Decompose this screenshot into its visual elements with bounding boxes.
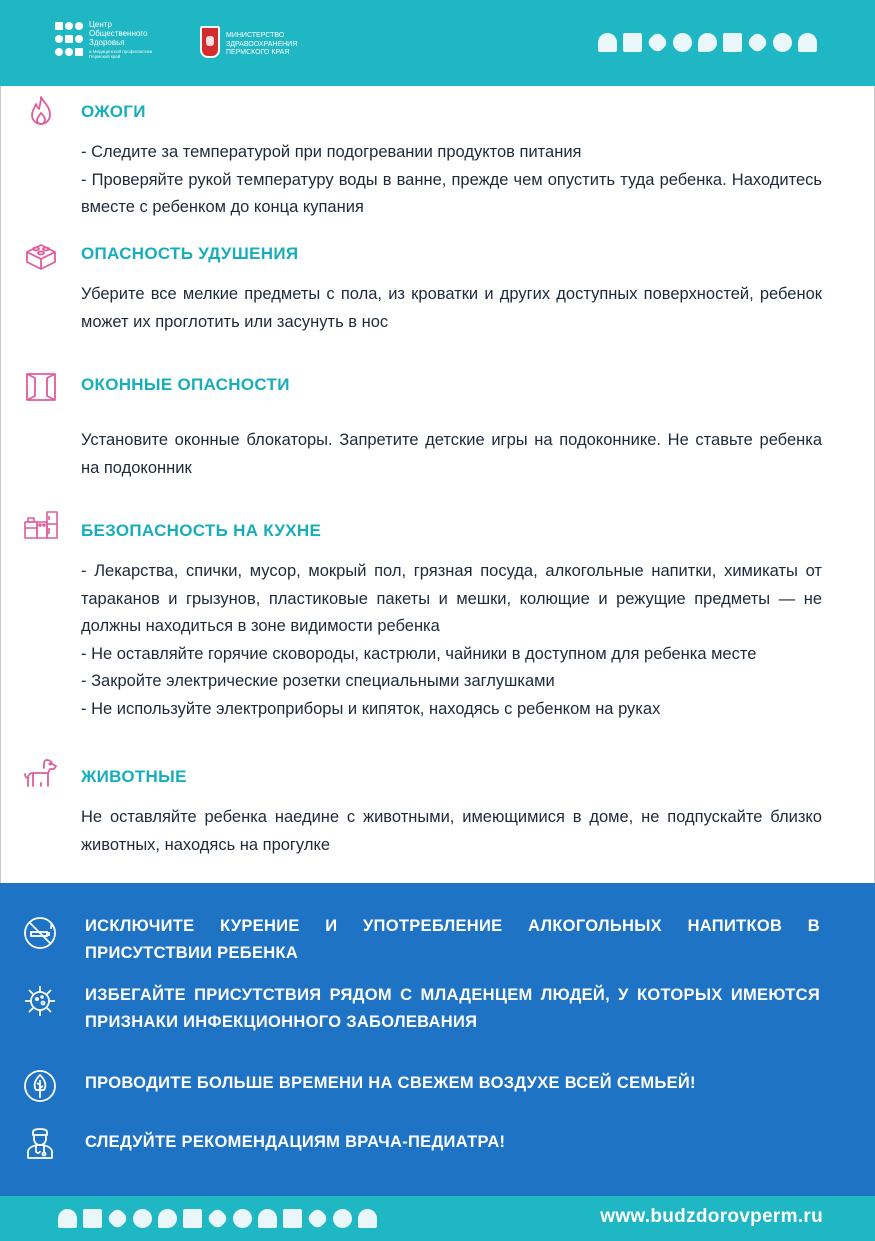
- shape-icon: [723, 33, 742, 52]
- org2-line: МИНИСТЕРСТВО: [226, 32, 285, 39]
- section-text-choking: [81, 281, 822, 336]
- shape-icon: [183, 1209, 202, 1228]
- header-band: [0, 0, 875, 86]
- shape-icon: [646, 31, 669, 54]
- virus-icon: [22, 983, 58, 1019]
- tip-avoid-infection: ИЗБЕГАЙТЕ ПРИСУТСТВИЯ РЯДОМ С МЛАДЕНЦЕМ ЛЮДЕЙ, У КОТОРЫХ ИМЕЮТСЯ ПРИЗНАКИ ИНФЕКЦИОННОГО ЗАБОЛЕВАНИЯ: [85, 986, 820, 1031]
- org1-line: Общественного: [89, 29, 148, 38]
- flame-icon: [23, 94, 59, 130]
- section-line: Установите оконные блокаторы. Запретите детские игры на подоконнике. Не ставьте ребенка на подоконник: [81, 431, 822, 477]
- window-icon: [23, 369, 59, 405]
- section-line: - Закройте электрические розетки специальными заглушками: [81, 672, 555, 690]
- shape-icon: [133, 1209, 152, 1228]
- website-link[interactable]: www.budzdorovperm.ru: [600, 1206, 823, 1227]
- shape-icon: [206, 1207, 229, 1230]
- shape-icon: [333, 1209, 352, 1228]
- lego-brick-icon: [23, 238, 59, 274]
- section-title-animals: ЖИВОТНЫЕ: [81, 767, 187, 786]
- tree-icon: [22, 1068, 58, 1104]
- tip-fresh-air: ПРОВОДИТЕ БОЛЬШЕ ВРЕМЕНИ НА СВЕЖЕМ ВОЗДУХЕ ВСЕЙ СЕМЬЕЙ!: [85, 1074, 696, 1092]
- decorative-shapes: [58, 1209, 377, 1228]
- footer-band: [0, 1196, 875, 1241]
- shape-icon: [623, 33, 642, 52]
- section-title-kitchen: БЕЗОПАСНОСТЬ НА КУХНЕ: [81, 521, 322, 540]
- section-line: - Следите за температурой при подогревании продуктов питания: [81, 143, 582, 161]
- shape-icon: [746, 31, 769, 54]
- shape-icon: [798, 33, 817, 52]
- org2-line: ПЕРМСКОГО КРАЯ: [226, 49, 290, 56]
- section-line: - Лекарства, спички, мусор, мокрый пол, грязная посуда, алкогольные напитки, химикаты от тараканов и грызунов, пластиковые пакеты и мешки, колющие и режущие предметы — не должны находиться в зоне видимости ребенка: [81, 562, 822, 635]
- org1-line: Здоровья: [89, 38, 125, 47]
- kitchen-icon: [23, 508, 59, 544]
- tip-no-smoking: ИСКЛЮЧИТЕ КУРЕНИЕ И УПОТРЕБЛЕНИЕ АЛКОГОЛЬНЫХ НАПИТКОВ В ПРИСУТСТВИИ РЕБЕНКА: [85, 917, 820, 962]
- decorative-shapes: [598, 33, 817, 52]
- section-line: - Не оставляйте горячие сковороды, кастрюли, чайники в доступном для ребенка месте: [81, 644, 757, 663]
- org1-subtitle: и Медицинской профилактики Пермский край: [89, 49, 153, 59]
- shape-icon: [773, 33, 792, 52]
- section-line: - Не используйте электроприборы и кипяток, находясь с ребенком на руках: [81, 699, 661, 718]
- shape-icon: [673, 33, 692, 52]
- dog-icon: [23, 756, 59, 792]
- section-text-animals: [81, 804, 822, 859]
- org1-line: Центр: [89, 20, 112, 29]
- shape-icon: [83, 1209, 102, 1228]
- content-area: [0, 86, 875, 883]
- shape-icon: [283, 1209, 302, 1228]
- shape-icon: [258, 1209, 277, 1228]
- org2-line: ЗДРАВООХРАНЕНИЯ: [226, 40, 298, 48]
- section-text-kitchen: [81, 558, 822, 723]
- shape-icon: [158, 1209, 177, 1228]
- ministry-logo: [200, 26, 297, 58]
- shape-icon: [233, 1209, 252, 1228]
- shape-icon: [358, 1209, 377, 1228]
- shape-icon: [58, 1209, 77, 1228]
- section-title-burns: ОЖОГИ: [81, 102, 146, 121]
- tip-pediatrician: СЛЕДУЙТЕ РЕКОМЕНДАЦИЯМ ВРАЧА-ПЕДИАТРА!: [85, 1133, 506, 1151]
- section-title-windows: ОКОННЫЕ ОПАСНОСТИ: [81, 375, 290, 394]
- section-line: Уберите все мелкие предметы с пола, из кроватки и других доступных поверхностей, ребенок может их проглотить или засунуть в нос: [81, 285, 822, 331]
- shape-icon: [598, 33, 617, 52]
- shape-icon: [698, 33, 717, 52]
- crest-icon: [200, 26, 220, 58]
- logo-dots-icon: [55, 22, 83, 59]
- section-text-windows: [81, 427, 822, 482]
- doctor-icon: [22, 1125, 58, 1161]
- center-public-health-logo: [55, 20, 159, 59]
- section-text-burns: [81, 139, 822, 222]
- section-title-choking: ОПАСНОСТЬ УДУШЕНИЯ: [81, 244, 299, 263]
- no-smoking-icon: [22, 915, 58, 951]
- shape-icon: [306, 1207, 329, 1230]
- section-line: Не оставляйте ребенка наедине с животными, имеющимися в доме, не подпускайте близко животных, находясь на прогулке: [81, 808, 822, 854]
- tips-band: [0, 883, 875, 1196]
- shape-icon: [106, 1207, 129, 1230]
- section-line: - Проверяйте рукой температуру воды в ванне, прежде чем опустить туда ребенка. Находитесь вместе с ребенком до конца купания: [81, 170, 822, 216]
